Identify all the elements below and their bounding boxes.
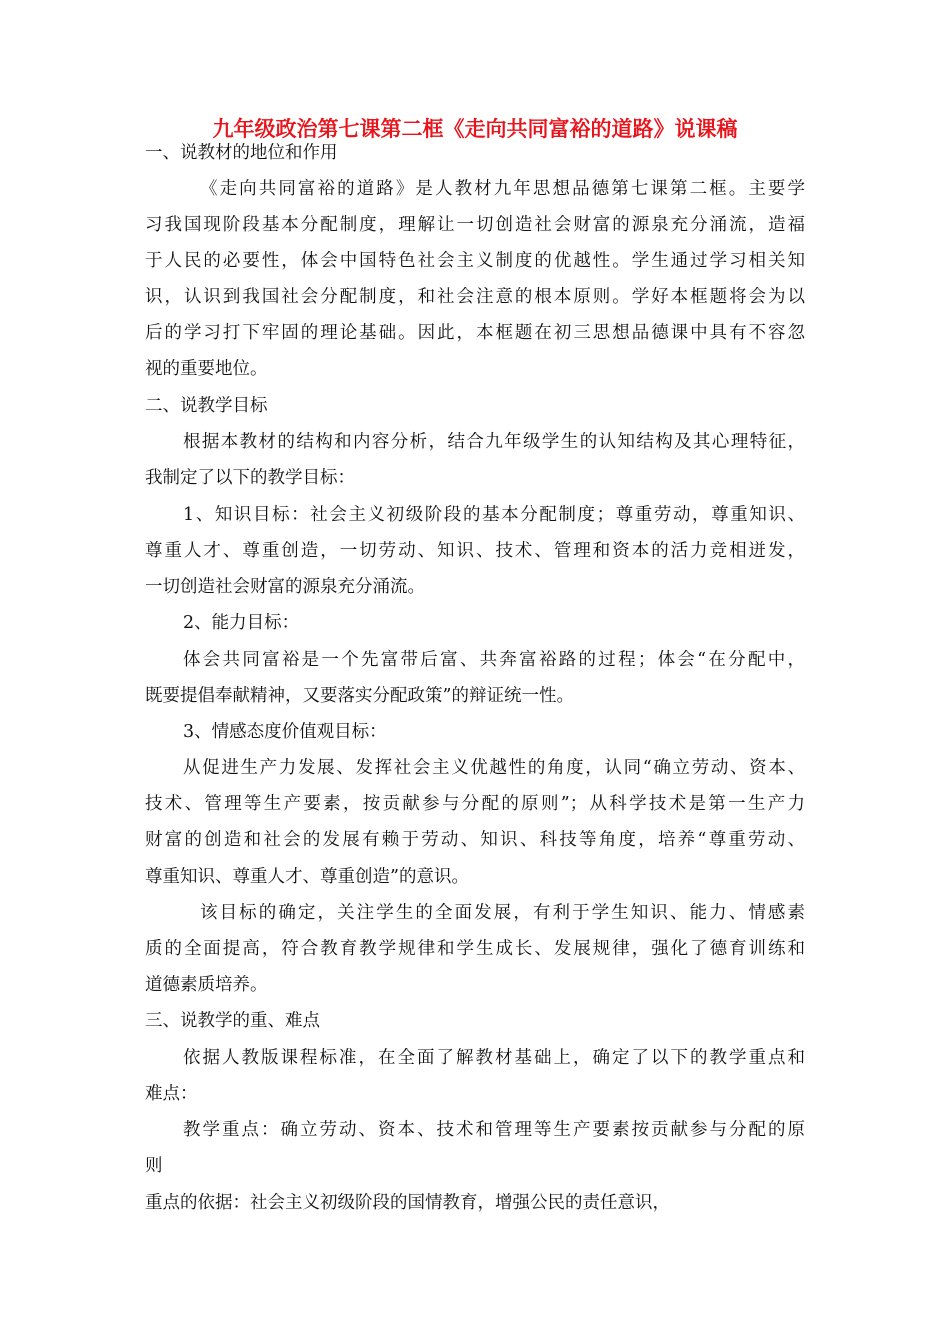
section-heading: 二、说教学目标 [145,396,268,416]
paragraph-line: 根据本教材的结构和内容分析，结合九年级学生的认知结构及其心理特征， [183,432,805,452]
subheading: 2、能力目标： [183,613,300,633]
paragraph-line: 该目标的确定，关注学生的全面发展，有利于学生知识、能力、情感素 [200,903,805,923]
paragraph-line: 重点的依据：社会主义初级阶段的国情教育，增强公民的责任意识， [145,1193,670,1213]
paragraph-line: 识，认识到我国社会分配制度，和社会注意的根本原则。学好本框题将会为以 [145,287,805,307]
paragraph-line: 一切创造社会财富的源泉充分涌流。 [145,577,425,597]
paragraph-line: 体会共同富裕是一个先富带后富、共奔富裕路的过程；体会“在分配中， [183,650,805,670]
document-title: 九年级政治第七课第二框《走向共同富裕的道路》说课稿 [212,117,738,141]
paragraph-line: 尊重人才、尊重创造，一切劳动、知识、技术、管理和资本的活力竞相迸发， [145,541,805,561]
paragraph-line: 我制定了以下的教学目标： [145,468,355,488]
paragraph-line: 财富的创造和社会的发展有赖于劳动、知识、科技等角度，培养“尊重劳动、 [145,830,805,850]
paragraph-line: 尊重知识、尊重人才、尊重创造”的意识。 [145,867,469,887]
paragraph-line: 则 [145,1156,163,1176]
paragraph-line: 1、知识目标：社会主义初级阶段的基本分配制度；尊重劳动，尊重知识、 [183,505,805,525]
paragraph-line: 既要提倡奉献精神，又要落实分配政策”的辩证统一性。 [145,686,574,706]
paragraph-line: 道德素质培养。 [145,975,268,995]
paragraph-line: 于人民的必要性，体会中国特色社会主义制度的优越性。学生通过学习相关知 [145,251,805,271]
paragraph-line: 教学重点：确立劳动、资本、技术和管理等生产要素按贡献参与分配的原 [183,1120,805,1140]
paragraph-line: 难点： [145,1084,198,1104]
section-heading: 一、说教材的地位和作用 [145,143,338,163]
paragraph-line: 视的重要地位。 [145,359,268,379]
paragraph-line: 从促进生产力发展、发挥社会主义优越性的角度，认同“确立劳动、资本、 [183,758,805,778]
subheading: 3、情感态度价值观目标： [183,722,387,742]
paragraph-line: 《走向共同富裕的道路》是人教材九年思想品德第七课第二框。主要学 [200,179,805,199]
paragraph-line: 质的全面提高，符合教育教学规律和学生成长、发展规律，强化了德育训练和 [145,939,805,959]
paragraph-line: 后的学习打下牢固的理论基础。因此，本框题在初三思想品德课中具有不容忽 [145,323,805,343]
paragraph-line: 习我国现阶段基本分配制度，理解让一切创造社会财富的源泉充分涌流，造福 [145,215,805,235]
paragraph-line: 依据人教版课程标准，在全面了解教材基础上，确定了以下的教学重点和 [183,1048,805,1068]
section-heading: 三、说教学的重、难点 [145,1011,320,1031]
paragraph-line: 技术、管理等生产要素，按贡献参与分配的原则”；从科学技术是第一生产力 [145,794,805,814]
